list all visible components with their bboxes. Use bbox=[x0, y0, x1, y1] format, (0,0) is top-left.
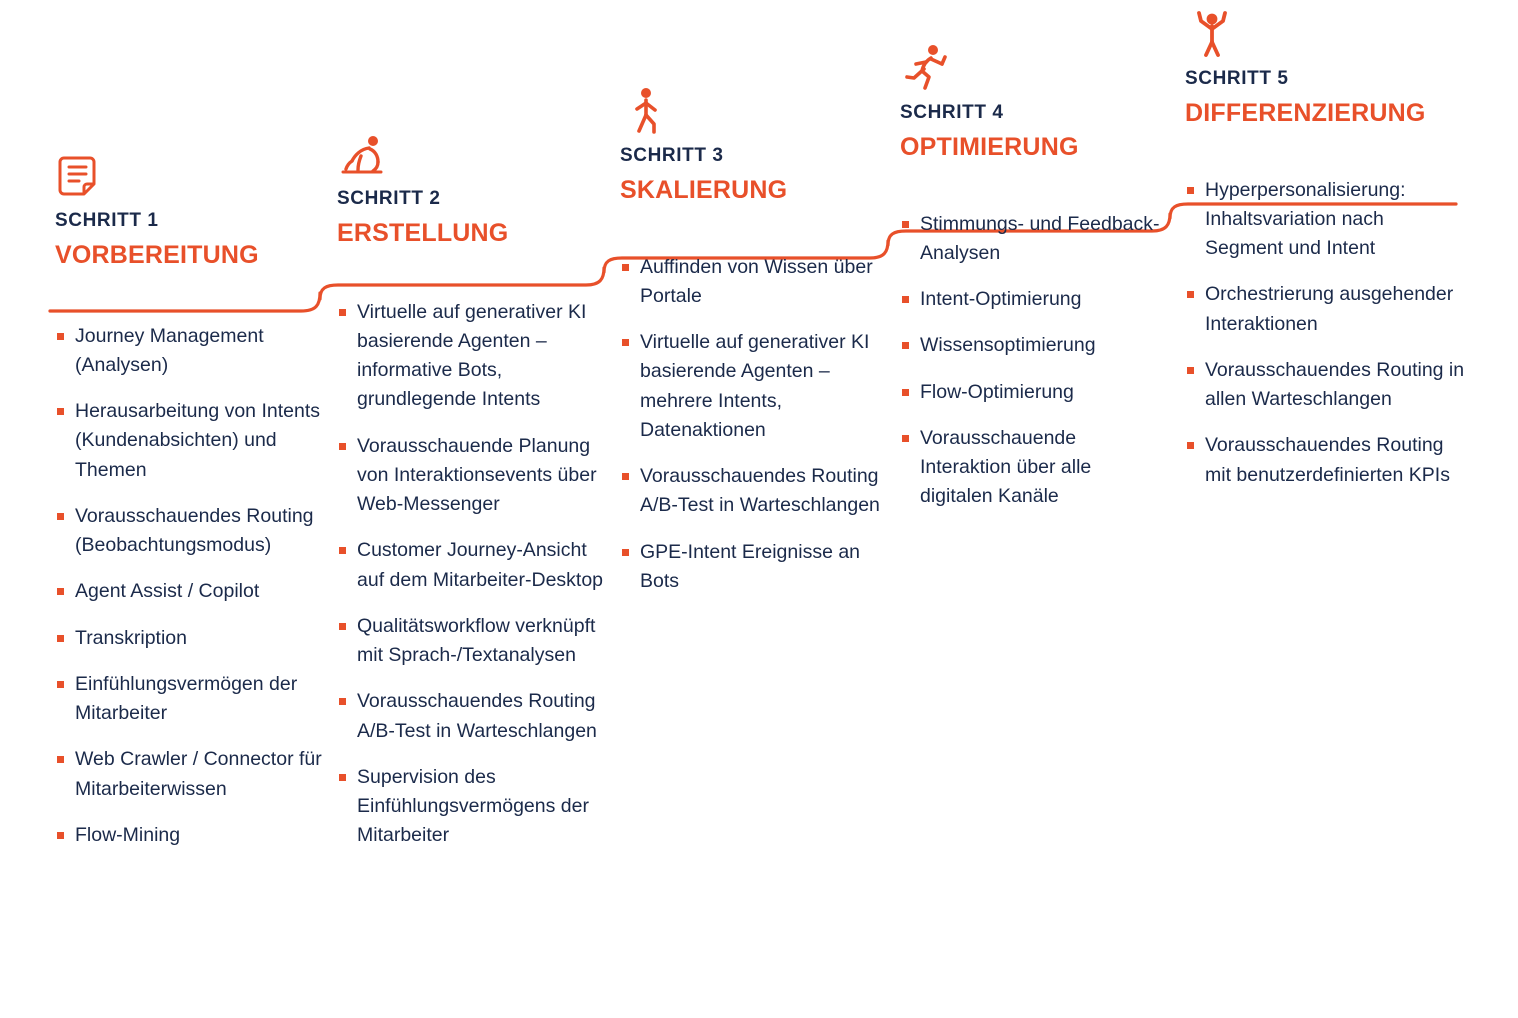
list-item: GPE-Intent Ereignisse an Bots bbox=[620, 538, 888, 597]
step-5 bbox=[1185, 8, 1465, 507]
walking-person-icon bbox=[620, 85, 674, 139]
list-item: Vorausschauendes Routing in allen Warteschlangen bbox=[1185, 356, 1465, 415]
step-item-list bbox=[1185, 176, 1465, 490]
step-1 bbox=[55, 150, 325, 867]
list-item: Qualitätsworkflow verknüpft mit Sprach-/Textanalysen bbox=[337, 612, 605, 671]
document-icon bbox=[55, 150, 109, 204]
list-item: Flow-Optimierung bbox=[900, 378, 1162, 407]
step-title: DIFFERENZIERUNG bbox=[1185, 98, 1426, 127]
list-item: Orchestrierung ausgehender Interaktionen bbox=[1185, 280, 1465, 339]
step-item-list bbox=[337, 298, 605, 851]
list-item: Web Crawler / Connector für Mitarbeiterwissen bbox=[55, 745, 325, 804]
step-number: SCHRITT 3 bbox=[620, 145, 724, 166]
list-item: Intent-Optimierung bbox=[900, 285, 1162, 314]
list-item: Vorausschauende Planung von Interaktionsevents über Web-Messenger bbox=[337, 432, 605, 520]
step-title: SKALIERUNG bbox=[620, 175, 788, 204]
list-item: Journey Management (Analysen) bbox=[55, 322, 325, 381]
list-item: Customer Journey-Ansicht auf dem Mitarbeiter-Desktop bbox=[337, 536, 605, 595]
list-item: Vorausschauendes Routing (Beobachtungsmodus) bbox=[55, 502, 325, 561]
step-3 bbox=[620, 85, 888, 613]
step-item-list bbox=[620, 253, 888, 597]
step-title: ERSTELLUNG bbox=[337, 218, 509, 247]
step-number: SCHRITT 1 bbox=[55, 210, 159, 231]
list-item: Agent Assist / Copilot bbox=[55, 577, 325, 606]
celebrating-person-icon bbox=[1185, 8, 1239, 62]
step-2 bbox=[337, 128, 605, 868]
step-title: VORBEREITUNG bbox=[55, 240, 259, 269]
list-item: Transkription bbox=[55, 624, 325, 653]
crouching-start-icon bbox=[337, 128, 391, 182]
list-item: Einfühlungsvermögen der Mitarbeiter bbox=[55, 670, 325, 729]
step-title: OPTIMIERUNG bbox=[900, 132, 1079, 161]
list-item: Vorausschauendes Routing A/B-Test in Warteschlangen bbox=[620, 462, 888, 521]
list-item: Herausarbeitung von Intents (Kundenabsichten) und Themen bbox=[55, 397, 325, 485]
list-item: Wissensoptimierung bbox=[900, 331, 1162, 360]
list-item: Supervision des Einfühlungsvermögens der Mitarbeiter bbox=[337, 763, 605, 851]
list-item: Virtuelle auf generativer KI basierende Agenten – informative Bots, grundlegende Intents bbox=[337, 298, 605, 415]
running-person-icon bbox=[900, 42, 954, 96]
list-item: Vorausschauendes Routing mit benutzerdefinierten KPIs bbox=[1185, 431, 1465, 490]
step-number: SCHRITT 2 bbox=[337, 188, 441, 209]
list-item: Stimmungs- und Feedback-Analysen bbox=[900, 210, 1162, 269]
list-item: Hyperpersonalisierung: Inhaltsvariation nach Segment und Intent bbox=[1185, 176, 1465, 264]
step-number: SCHRITT 5 bbox=[1185, 68, 1289, 89]
step-item-list bbox=[55, 322, 325, 851]
step-item-list bbox=[900, 210, 1162, 512]
list-item: Virtuelle auf generativer KI basierende Agenten – mehrere Intents, Datenaktionen bbox=[620, 328, 888, 445]
step-4 bbox=[900, 42, 1162, 529]
list-item: Flow-Mining bbox=[55, 821, 325, 850]
list-item: Auffinden von Wissen über Portale bbox=[620, 253, 888, 312]
step-number: SCHRITT 4 bbox=[900, 102, 1004, 123]
list-item: Vorausschauende Interaktion über alle digitalen Kanäle bbox=[900, 424, 1162, 512]
list-item: Vorausschauendes Routing A/B-Test in Warteschlangen bbox=[337, 687, 605, 746]
